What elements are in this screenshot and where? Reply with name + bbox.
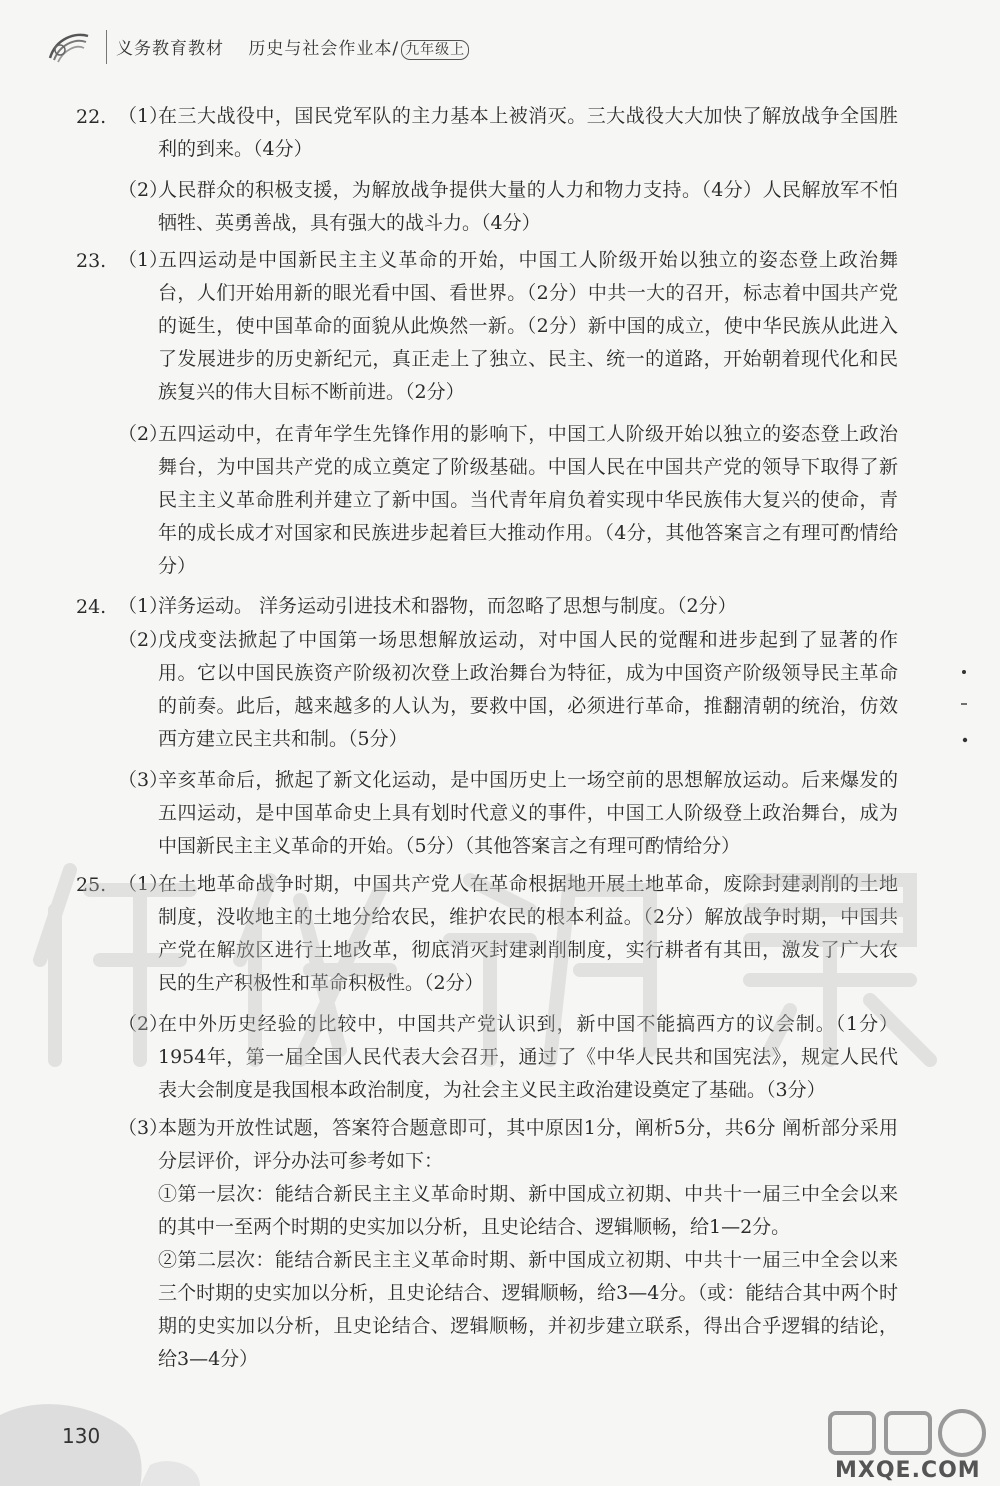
answer-part: [118, 244, 898, 409]
part-label: （3）: [118, 769, 169, 791]
part-label: （2）: [118, 423, 169, 445]
answer-part: [118, 624, 898, 756]
series-title: 义务教育教材: [116, 39, 224, 59]
page-header: [46, 26, 946, 66]
answer-part: [118, 100, 898, 166]
publisher-logo-icon: [46, 28, 92, 66]
part-text: 在土地革命战争时期，中国共产党人在革命根据地开展土地革命，废除封建剥削的土地制度，没收地主的土地分给农民，维护农民的根本利益。（2分）解放战争时期，中国共产党在解放区进行土地改革，彻底消灭封建剥削制度，实行耕者有其田，激发了广大农民的生产积极性和革命积极性。（2分）: [158, 873, 898, 994]
header-slash: /: [392, 39, 400, 59]
part-label: （2）: [118, 1013, 169, 1035]
book-title: 历史与社会作业本: [248, 39, 393, 59]
question-number: 25.: [76, 874, 107, 896]
header-title: [116, 34, 469, 60]
answer-part: [118, 1008, 898, 1107]
part-text: 五四运动中，在青年学生先锋作用的影响下，中国工人阶级开始以独立的姿态登上政治舞台，为中国共产党的成立奠定了阶级基础。中国人民在中国共产党的领导下取得了新民主主义革命胜利并建立了新中国。当代青年肩负着实现中华民族伟大复兴的使命，青年的成长成才对国家和民族进步起着巨大推动作用。（4分，其他答案言之有理可酌情给分）: [158, 423, 898, 577]
part-label: （1）: [118, 105, 169, 127]
site-watermark-text: MXQE.COM: [835, 1458, 981, 1483]
part-subitem: ①第一层次：能结合新民主主义革命时期、新中国成立初期、中共十一届三中全会以来的其中一至两个时期的史实加以分析，且史论结合、逻辑顺畅，给1—2分。: [158, 1183, 898, 1238]
margin-dots-icon: [958, 660, 972, 750]
part-text: 戊戌变法掀起了中国第一场思想解放运动，对中国人民的觉醒和进步起到了显著的作用。它以中国民族资产阶级初次登上政治舞台为特征，成为中国资产阶级领导民主革命的前奏。此后，越来越多的人认为，要救中国，必须进行革命，推翻清朝的统治，仿效西方建立民主共和制。（5分）: [158, 629, 898, 750]
part-text: 本题为开放性试题，答案符合题意即可，其中原因1分，阐析5分，共6分 阐析部分采用分层评价，评分办法可参考如下：: [158, 1117, 898, 1172]
question-number: 24.: [76, 596, 107, 618]
part-text: 辛亥革命后，掀起了新文化运动，是中国历史上一场空前的思想解放运动。后来爆发的五四运动，是中国革命史上具有划时代意义的事件，中国工人阶级登上政治舞台，成为中国新民主主义革命的开始。（5分）（其他答案言之有理可酌情给分）: [158, 769, 898, 857]
answer-part: [118, 590, 898, 623]
answer-part: [118, 764, 898, 863]
answer-part: [118, 1112, 898, 1376]
part-text: 在中外历史经验的比较中，中国共产党认识到，新中国不能搞西方的议会制。（1分）1954年，第一届全国人民代表大会召开，通过了《中华人民共和国宪法》，规定人民代表大会制度是我国根本政治制度，为社会主义民主政治建设奠定了基础。（3分）: [158, 1013, 898, 1101]
grade-badge: 九年级上: [401, 40, 469, 60]
part-text: 洋务运动。 洋务运动引进技术和器物，而忽略了思想与制度。（2分）: [158, 595, 737, 617]
answer-part: [118, 418, 898, 583]
page-number: 130: [62, 1424, 101, 1448]
answer-part: [118, 174, 898, 240]
question-number: 23.: [76, 250, 107, 272]
part-label: （3）: [118, 1117, 169, 1139]
part-text: 在三大战役中，国民党军队的主力基本上被消灭。三大战役大大加快了解放战争全国胜利的到来。（4分）: [158, 105, 898, 160]
part-subitem: ②第二层次：能结合新民主主义革命时期、新中国成立初期、中共十一届三中全会以来三个时期的史实加以分析，且史论结合、逻辑顺畅，给3—4分。（或：能结合其中两个时期的史实加以分析，且史论结合、逻辑顺畅，并初步建立联系，得出合乎逻辑的结论，给3—4分）: [158, 1249, 898, 1370]
part-label: （1）: [118, 873, 169, 895]
part-label: （2）: [118, 179, 169, 201]
part-text: 五四运动是中国新民主主义革命的开始，中国工人阶级开始以独立的姿态登上政治舞台，人们开始用新的眼光看中国、看世界。（2分）中共一大的召开，标志着中国共产党的诞生，使中国革命的面貌从此焕然一新。（2分）新中国的成立，使中华民族从此进入了发展进步的历史新纪元，真正走上了独立、民主、统一的道路，开始朝着现代化和民族复兴的伟大目标不断前进。（2分）: [158, 249, 898, 403]
header-divider: [106, 30, 107, 64]
question-number: 22.: [76, 106, 107, 128]
part-label: （1）: [118, 595, 169, 617]
part-label: （2）: [118, 629, 169, 651]
part-label: （1）: [118, 249, 169, 271]
part-text: 人民群众的积极支援，为解放战争提供大量的人力和物力支持。（4分）人民解放军不怕牺牲、英勇善战，具有强大的战斗力。（4分）: [158, 179, 898, 234]
answer-part: [118, 868, 898, 1000]
